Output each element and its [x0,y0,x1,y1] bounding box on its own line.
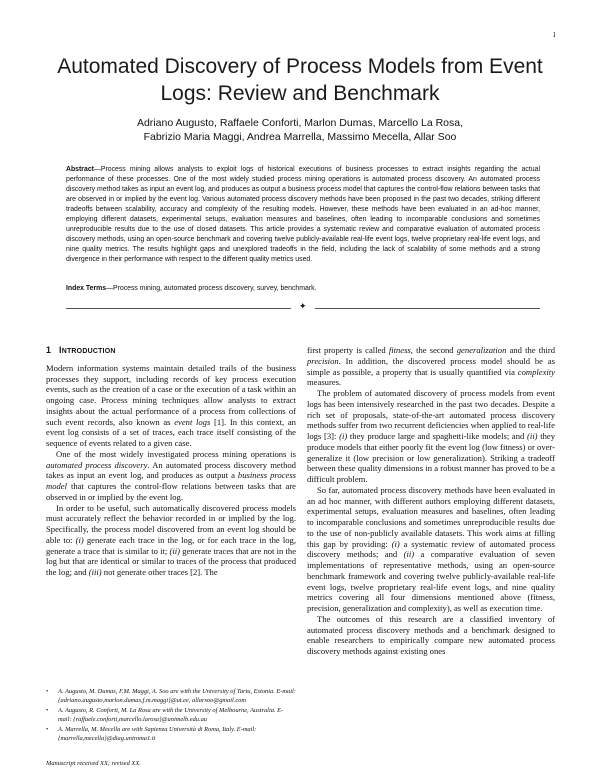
abstract-label: Abstract [66,166,94,173]
paper-title: Automated Discovery of Process Models from Event Logs: Review and Benchmark [57,55,543,105]
authors-line-1: Adriano Augusto, Raffaele Conforti, Marlon Dumas, Marcello La Rosa, [136,117,464,129]
index-terms-text: —Process mining, automated process discovery, survey, benchmark. [106,285,317,292]
authors-line-2: Fabrizio Maria Maggi, Andrea Marrella, Massimo Mecella, Allar Soo [143,131,457,143]
section-heading-introduction: 1 INTRODUCTION [46,345,116,355]
separator-line-right [315,308,540,309]
author-list [60,116,540,144]
right-column [307,345,555,657]
page-number: 1 [552,31,556,39]
intro-paragraph-6: So far, automated process discovery methods have been evaluated in an ad hoc manner, with different authors employing different datasets, experimental setups, evaluation measures and baselines, often leading to incomparable conclusions and sometimes unreproducible results due to the use of non-publicly available datasets. This work aims at filling this gap by providing: (i) a systematic review of automated process discovery methods; and (ii) a comparative evaluation of seven implementations of representative methods, using an open-source benchmark framework and covering twelve publicly-available real-life event logs, twelve proprietary real-life event logs, and nine quality metrics covering all four dimensions mentioned above (fitness, precision, generalization and complexity), as well as execution time. [307,484,555,613]
intro-paragraph-3: In order to be useful, such automatically discovered process models must accurately reflect the behavior recorded in or implied by the log. Specifically, the process model discovered from an event log should be able to: (i) generate each trace in the log, or for each trace in the log, generate a trace that is similar to it; (ii) generate traces that are not in the log but that are identical or similar to traces of the process that produced the log; and (iii) not generate other traces [2]. The [46,502,297,577]
intro-paragraph-4: first property is called fitness, the second generalization and the third precision. In addition, the discovered process model should be as simple as possible, a property that is usually quantified via complexity measures. [307,345,556,388]
footnote-item: • A. Marrella, M. Mecella are with Sapienza Università di Roma, Italy. E-mail: {marrella,mecella}@diag.uniroma1.it [46,726,257,742]
intro-paragraph-7: The outcomes of this research are a classified inventory of automated process discovery methods and a benchmark designed to enable researchers to empirically compare new automated process discovery methods against existing ones [307,613,555,656]
abstract [66,165,540,265]
index-terms [66,284,540,294]
abstract-text: —Process mining allows analysts to exploit logs of historical executions of business processes to extract insights regarding the actual performance of these processes. One of the most widely studied process mining operations is automated process discovery. An automated process discovery method takes as input an event log, and produces as output a business process model that captures the control-flow relations between tasks that are observed in or implied by the event log. Various automated process discovery methods have been proposed in the past two decades, striking different tradeoffs between scalability, accuracy and complexity of the resulting models. However, these methods have been evaluated in an ad-hoc manner, employing different datasets, experimental setups, evaluation measures and baselines, often leading to incomparable conclusions and sometimes unreproducible results due to the use of closed datasets. This article provides a systematic review and comparative evaluation of automated process discovery methods, using an open-source benchmark and covering twelve publicly-available real-life event logs, twelve proprietary real-life event logs, and nine quality metrics. The results highlight gaps and unexplored tradeoffs in the field, including the lack of scalability of some methods and a strong divergence in their performance with respect to the different quality metrics used. [66,166,540,263]
intro-paragraph-1: Modern information systems maintain detailed trails of the business processes they support, including records of key process execution events, such as the creation of a case or the execution of a task within an ongoing case. Process mining techniques allow analysts to extract insights about the actual performance of a process from collections of such event records, also known as event logs [1]. In this context, an event log consists of a set of traces, each trace itself consisting of the sequence of events related to a given case. [46,362,296,448]
index-terms-label: Index Terms [66,285,107,292]
footnote-item: • A. Augusto, R. Conforti, M. La Rosa are with the University of Melbourne, Australia. E-mail: {raffaele.conforti,marcello.larosa}@unimelb.edu.au [46,707,284,723]
left-column [46,345,296,578]
separator-line-left [66,308,291,309]
section-separator [66,303,540,315]
intro-paragraph-2: One of the most widely investigated process mining operations is automated process discovery. An automated process discovery method takes as input an event log, and produces as output a business process model that captures the control-flow relations between tasks that are observed in or implied by the event log. [46,448,297,502]
diamond-ornament-icon: ✦ [299,302,307,312]
footnote-item: • A. Augusto, M. Dumas, F.M. Maggi, A. Soo are with the University of Tartu, Estonia. E-mail: {adriano.augusto,marlon.dumas,f.m.maggi}@ut.ee, allarsoo@gmail.com [46,688,296,704]
intro-paragraph-5: The problem of automated discovery of process models from event logs has been intensively researched in the past two decades. Despite a rich set of proposals, state-of-the-art automated process discovery methods suffer from two recurrent deficiencies when applied to real-life logs [3]: (i) they produce large and spaghetti-like models; and (ii) they produce models that either poorly fit the event log (low fitness) or over-generalize it (low precision or low generalization). Striking a tradeoff between these quality dimensions in a robust manner has proved to be a difficult problem. [307,388,555,484]
affiliation-footnotes [46,688,296,745]
manuscript-note: Manuscript received XX; revised XX. [46,760,141,767]
